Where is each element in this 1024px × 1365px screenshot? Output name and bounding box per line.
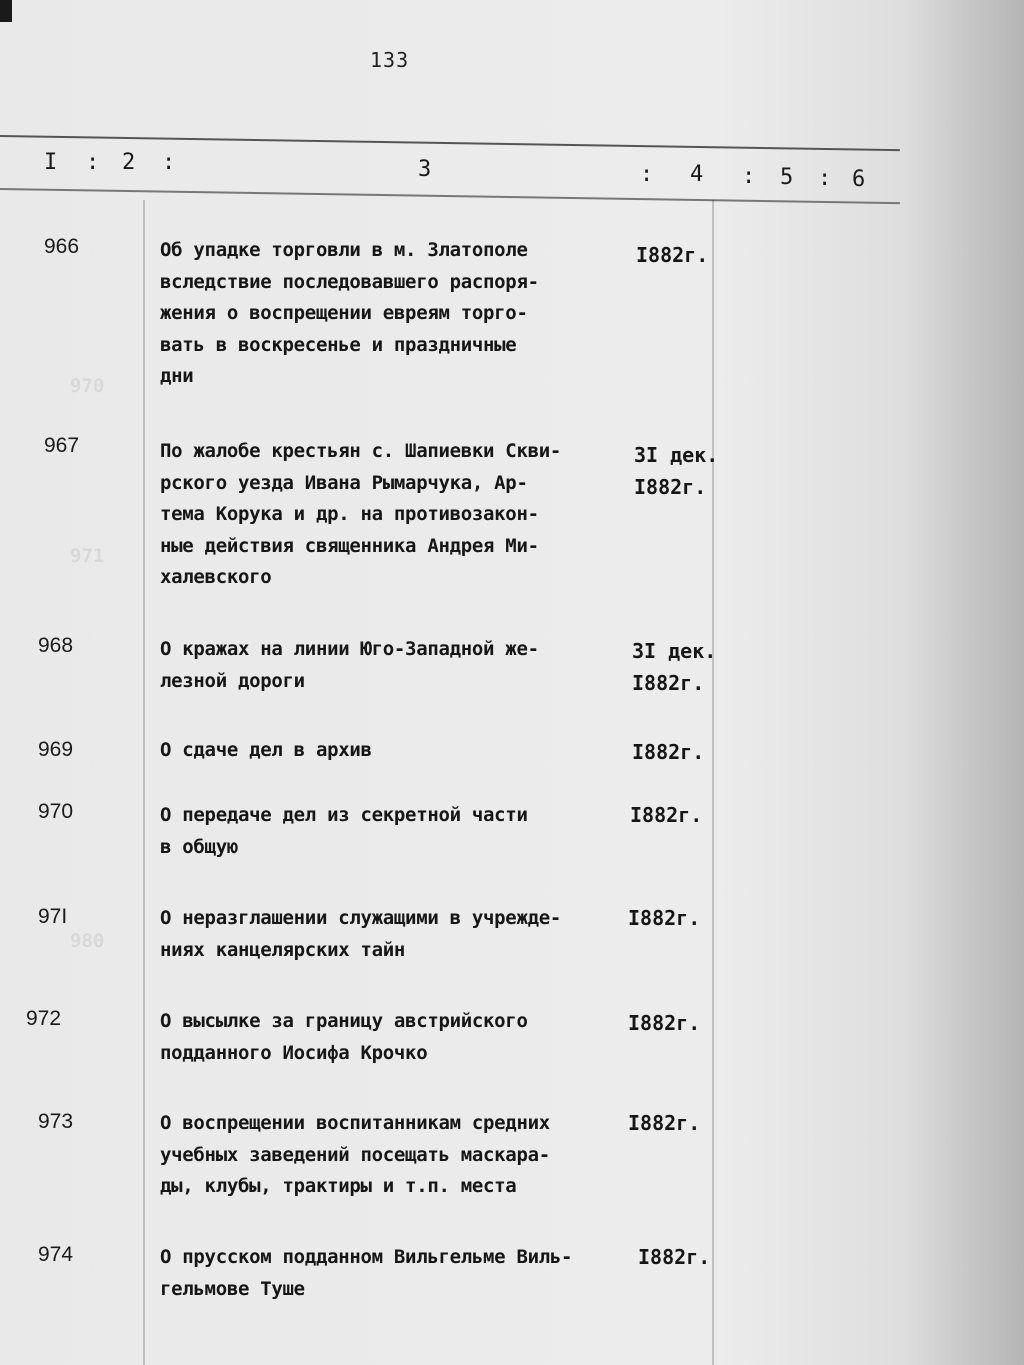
column-divider [143, 200, 145, 1365]
date-line: I882г. [628, 1011, 701, 1035]
title-line: О передаче дел из секретной части [160, 804, 528, 826]
record-title [160, 1108, 620, 1203]
record-date [632, 737, 742, 769]
record-number: 973 [38, 1110, 74, 1133]
record-title [160, 1006, 620, 1069]
record-title [160, 235, 620, 393]
title-line: По жалобе крестьян с. Шапиевки Скви- [160, 440, 562, 462]
title-line: подданного Иосифа Крочко [160, 1041, 428, 1064]
date-line: I882г. [628, 906, 701, 930]
title-line: О сдаче дел в архив [160, 739, 372, 761]
title-line: ниях канцелярских тайн [160, 938, 406, 961]
title-line: О кражах на линии Юго-Западной же- [160, 638, 539, 660]
record-date [630, 800, 740, 832]
column-separator: : [86, 150, 100, 175]
record-number: 969 [38, 738, 74, 761]
record-date [628, 1108, 738, 1140]
title-line: лезной дороги [160, 669, 305, 692]
bleed-through: 980 [70, 930, 105, 952]
record-date [638, 1242, 748, 1274]
record-number: 974 [38, 1243, 74, 1266]
title-line: О воспрещении воспитанникам средних [160, 1112, 550, 1134]
record-number: 972 [26, 1007, 62, 1030]
title-line: ные действия священника Андрея Ми- [160, 534, 539, 557]
date-line: I882г. [632, 740, 705, 764]
bleed-through: 971 [70, 545, 105, 567]
bleed-through: 970 [70, 375, 105, 397]
record-title [160, 634, 620, 697]
title-line: гельмове Туше [160, 1277, 305, 1300]
record-number: 97I [38, 905, 68, 928]
date-line: I882г. [632, 670, 705, 695]
column-separator: : [818, 166, 832, 191]
column-number: 3 [418, 157, 432, 182]
title-line: вследствие последовавшего распоря- [160, 270, 539, 293]
date-line: I882г. [630, 803, 703, 827]
record-title [160, 436, 620, 594]
corner-mark [0, 0, 12, 22]
title-line: Об упадке торговли в м. Златополе [160, 239, 528, 261]
date-line: I882г. [628, 1111, 701, 1135]
title-line: О высылке за границу австрийского [160, 1010, 528, 1032]
title-line: в общую [160, 835, 238, 858]
date-line: I882г. [638, 1245, 711, 1269]
record-title [160, 903, 620, 966]
record-title [160, 800, 620, 863]
record-number: 970 [38, 800, 74, 823]
record-date [634, 440, 744, 503]
date-line: I882г. [636, 243, 709, 267]
column-divider [712, 200, 714, 1365]
column-separator: : [640, 162, 654, 187]
title-line: учебных заведений посещать маскара- [160, 1143, 550, 1166]
record-number: 967 [44, 434, 80, 457]
title-line: О неразглашении служащими в учрежде- [160, 907, 562, 929]
title-line: дни [160, 365, 194, 387]
title-line: халевского [160, 566, 272, 588]
column-number: 5 [780, 165, 794, 190]
record-number: 966 [44, 235, 80, 258]
date-line: 3I дек. [632, 639, 717, 663]
page-number: 133 [370, 48, 410, 72]
title-line: жения о воспрещении евреям торго- [160, 302, 528, 324]
record-date [628, 1008, 738, 1040]
header-rule-bottom [0, 188, 900, 204]
title-line: О прусском подданном Вильгельме Виль- [160, 1246, 573, 1268]
record-date [632, 636, 742, 699]
title-line: рского уезда Ивана Рымарчука, Ар- [160, 471, 528, 494]
title-line: вать в воскресенье и праздничные [160, 333, 517, 356]
title-line: ды, клубы, трактиры и т.п. места [160, 1175, 517, 1197]
page-edge-shadow [904, 0, 1024, 1365]
record-date [628, 903, 738, 935]
date-line: 3I дек. [634, 443, 719, 467]
column-number: 6 [852, 167, 866, 192]
record-title [160, 1242, 620, 1305]
date-line: I882г. [634, 474, 707, 499]
header-rule-top [0, 135, 900, 151]
column-number: 4 [690, 162, 704, 187]
column-number: I [44, 150, 58, 175]
column-number: 2 [122, 150, 136, 175]
title-line: тема Корука и др. на противозакон- [160, 503, 539, 525]
record-number: 968 [38, 634, 74, 657]
record-date [636, 240, 746, 272]
column-separator: : [742, 164, 756, 189]
column-separator: : [162, 150, 176, 175]
record-title [160, 735, 620, 767]
